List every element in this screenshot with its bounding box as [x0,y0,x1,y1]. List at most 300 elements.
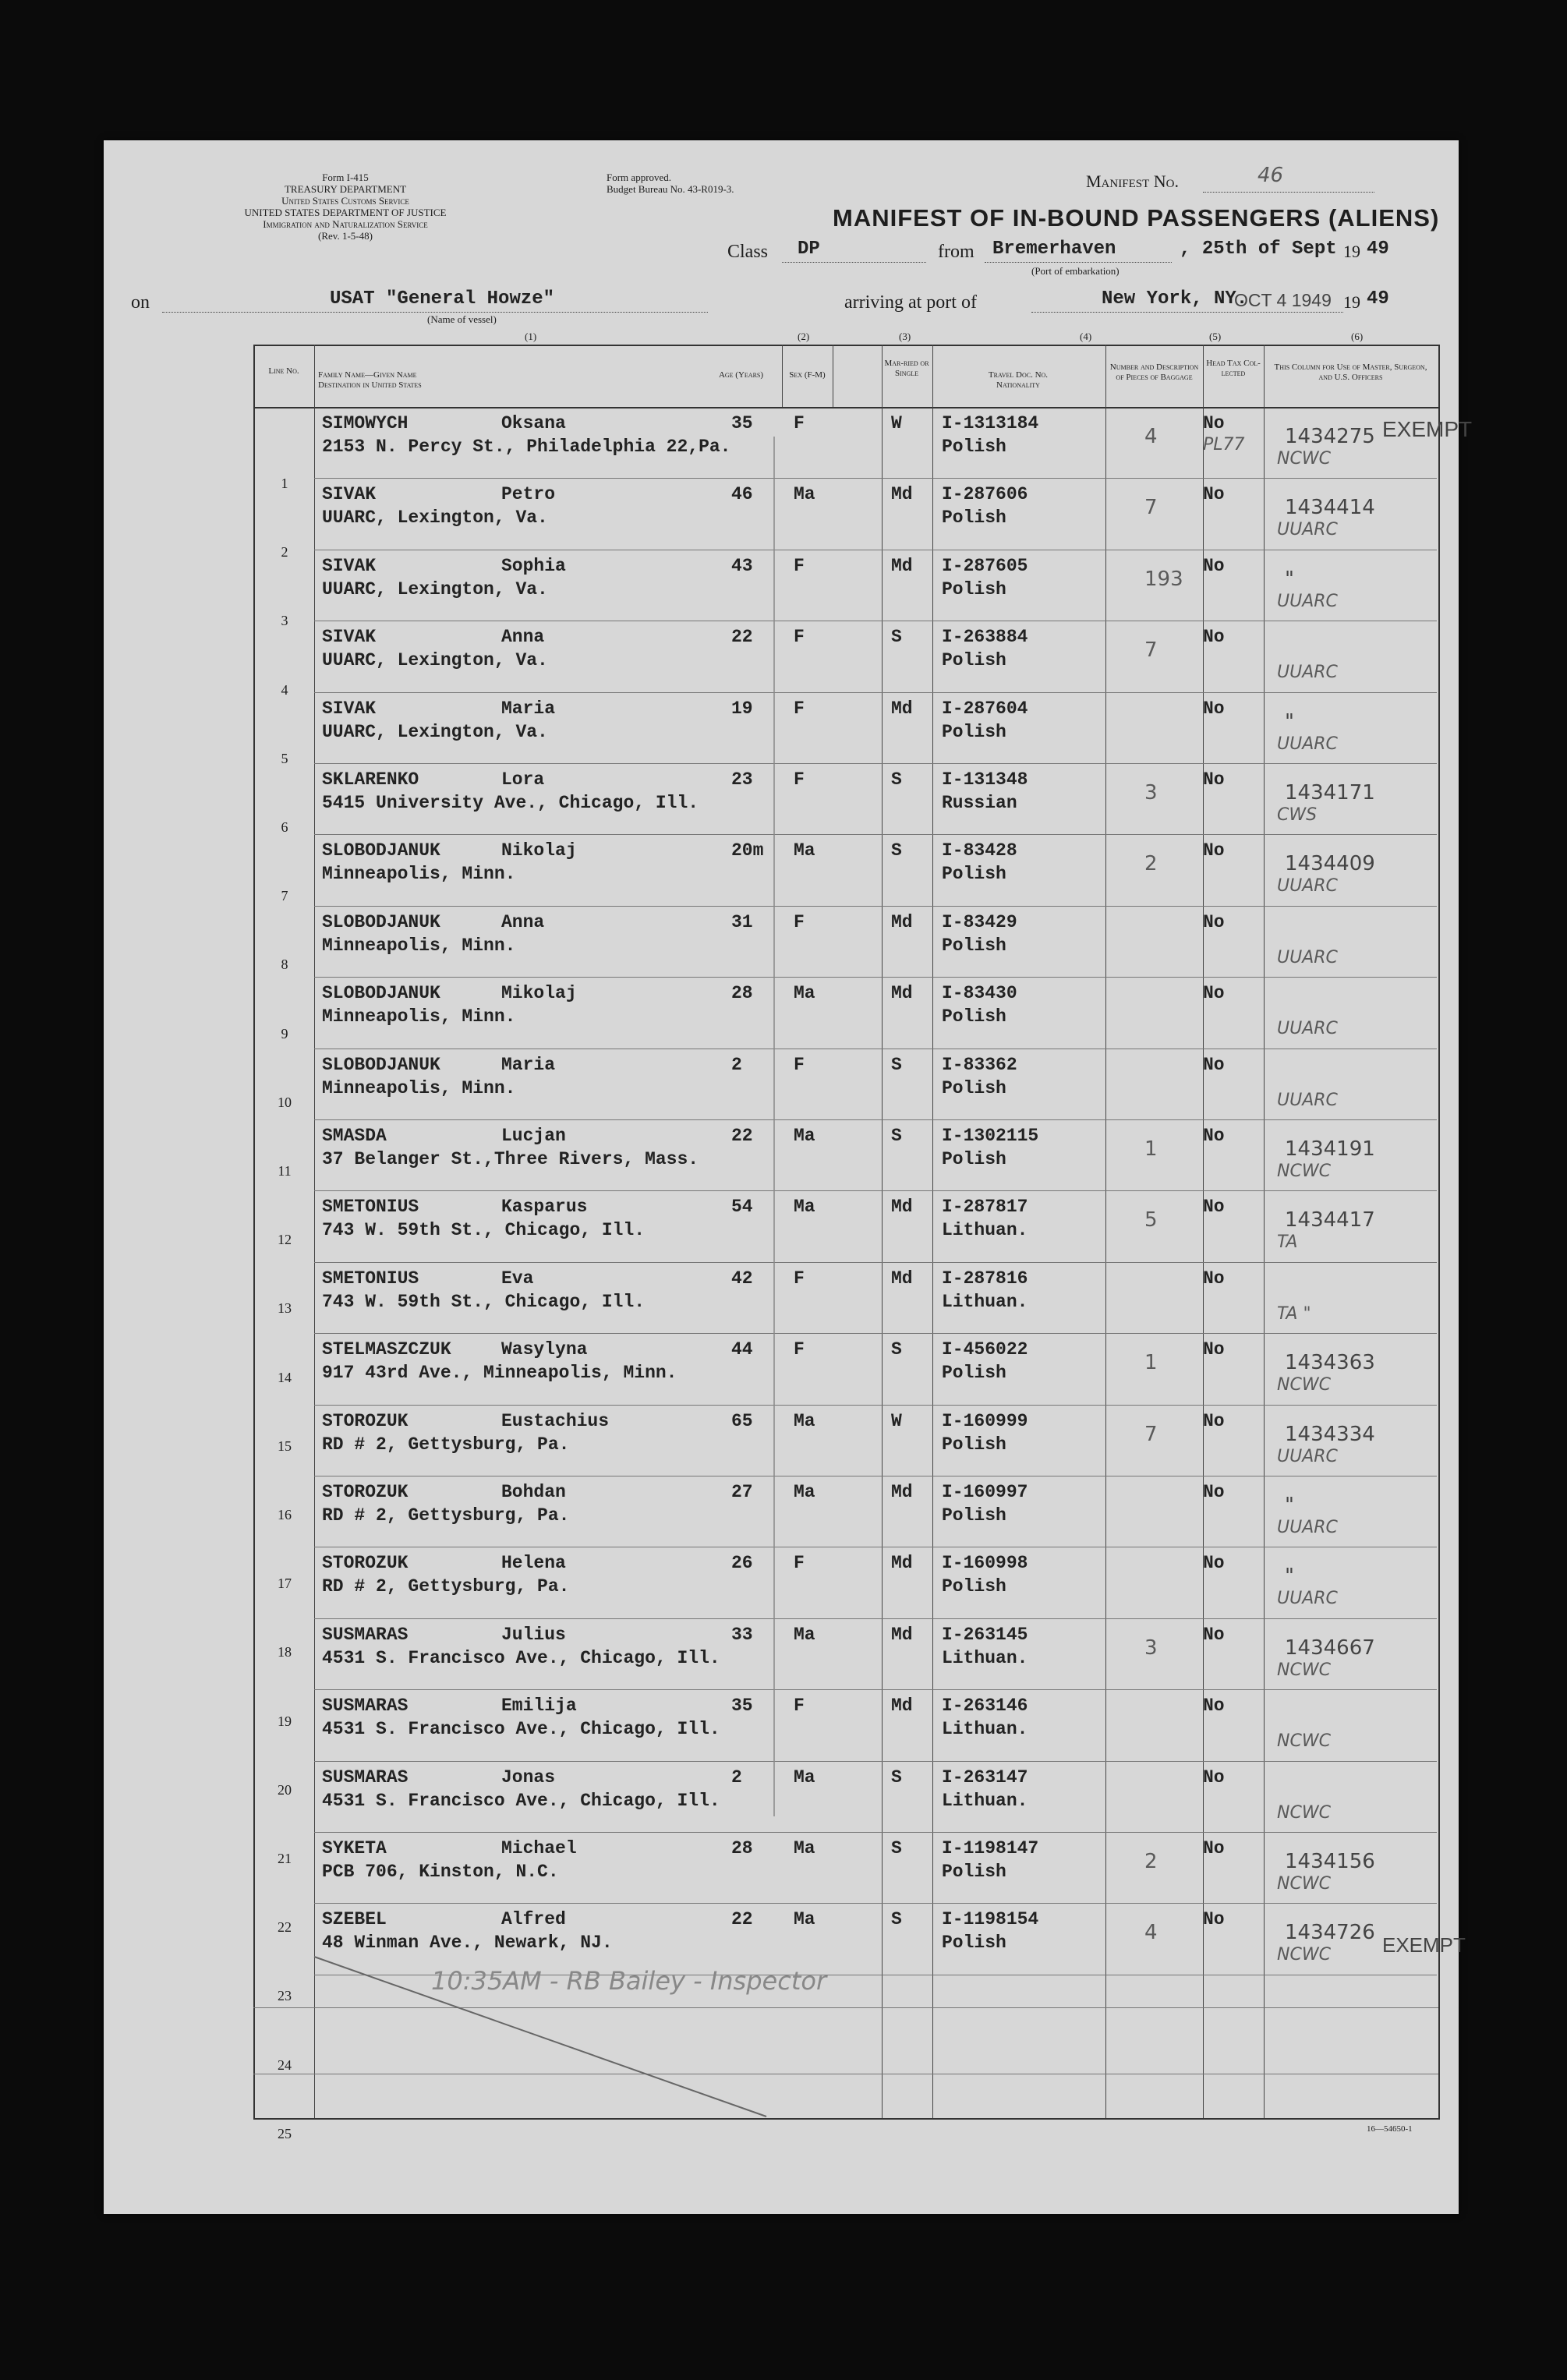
vessel-name: USAT "General Howze" [330,288,555,309]
given-name: Maria [501,698,556,719]
bottom-code: 16—54650-1 [1367,2124,1413,2134]
baggage: 5 [1144,1208,1158,1232]
inspector-note: 10:35AM - RB Bailey - Inspector [431,1966,827,1996]
destination: RD # 2, Gettysburg, Pa. [322,1505,570,1526]
nationality: Lithuan. [942,1291,1028,1312]
travel-doc-no: I-83430 [942,983,1017,1004]
head-tax: No [1203,1838,1225,1858]
marital-status: W [891,413,902,433]
cancel-line [104,140,1459,2214]
destination: 4531 S. Francisco Ave., Chicago, Ill. [322,1719,720,1740]
sex: F [794,555,805,576]
officer-note-2: UUARC [1277,520,1338,540]
colnum-6: (6) [1351,331,1364,342]
marital-status: Md [891,983,913,1004]
exempt-stamp-top: EXEMPT [1382,417,1473,441]
officer-note-2: NCWC [1277,1660,1331,1680]
given-name: Lora [501,769,545,790]
baggage: 2 [1144,852,1158,876]
age: 46 [731,484,753,505]
travel-doc-no: I-287606 [942,484,1028,505]
given-name: Helena [501,1553,566,1574]
given-name: Jonas [501,1766,556,1788]
baggage: 4 [1144,425,1158,448]
nationality: Russian [942,793,1017,813]
officer-number: 1434409 [1285,852,1375,876]
family-name: STOROZUK [322,1410,409,1431]
line-number: 13 [278,1300,292,1317]
officer-note-2: NCWC [1277,1945,1331,1965]
line-number: 7 [281,888,288,904]
destination: 4531 S. Francisco Ave., Chicago, Ill. [322,1647,720,1668]
officer-note-2: CWS [1277,805,1318,825]
form-approved: Form approved. [607,172,672,183]
head-tax: No [1203,1339,1225,1360]
officer-number: 1434171 [1285,781,1375,805]
age: 20m [731,840,764,861]
customs-service: United States Customs Service [281,195,409,207]
family-name: SUSMARAS [322,1624,409,1645]
manifest-sheet [104,140,1473,2214]
age: 31 [731,911,753,932]
nationality: Lithuan. [942,1220,1028,1241]
vessel-caption: (Name of vessel) [427,313,497,325]
travel-doc-no: I-287816 [942,1268,1028,1289]
family-name: SKLARENKO [322,769,419,790]
sex: Ma [794,983,815,1004]
sex: F [794,911,805,932]
col-use: This Column for Use of Master, Surgeon, and U.S. Officers [1274,362,1427,382]
year-value: 49 [1367,239,1389,260]
officer-note-2: UUARC [1277,1518,1338,1537]
baggage: 1 [1144,1351,1158,1375]
head-tax: No [1203,1268,1225,1289]
sex: Ma [794,1197,815,1218]
destination: 4531 S. Francisco Ave., Chicago, Ill. [322,1790,720,1811]
given-name: Mikolaj [501,983,577,1004]
family-name: SIVAK [322,627,377,648]
officer-note-2: UUARC [1277,591,1338,611]
age: 35 [731,413,753,433]
given-name: Eva [501,1268,534,1289]
given-name: Petro [501,484,556,505]
family-name: SMASDA [322,1126,387,1146]
col-name-text: Family Name—Given Name [318,370,417,380]
sex: Ma [794,1482,815,1502]
family-name: SIVAK [322,555,377,576]
line-number: 11 [278,1163,292,1179]
line-number: 14 [278,1369,292,1385]
given-name: Oksana [501,413,566,433]
form-number: Form I-415 [322,172,369,183]
nationality: Polish [942,1576,1006,1597]
given-name: Sophia [501,555,566,576]
age: 28 [731,983,753,1004]
marital-status: S [891,769,902,790]
sex: F [794,413,805,433]
marital-status: Md [891,1624,913,1645]
sex: Ma [794,1909,815,1930]
travel-doc-no: I-83362 [942,1054,1017,1075]
officer-number: 1434363 [1285,1351,1375,1375]
given-name: Lucjan [501,1126,566,1146]
officer-number: " [1285,1494,1294,1517]
nationality: Polish [942,1505,1006,1526]
line-number: 9 [281,1025,288,1041]
head-tax: No [1203,484,1225,505]
head-tax: No [1203,1696,1225,1717]
destination: 917 43rd Ave., Minneapolis, Minn. [322,1363,677,1384]
nationality: Polish [942,1933,1006,1954]
travel-doc-no: I-160997 [942,1482,1028,1502]
nationality: Polish [942,650,1006,671]
sex: Ma [794,1410,815,1431]
head-tax: No [1203,698,1225,719]
col-baggage: Number and Description of Pieces of Baggage [1109,362,1199,382]
col-headtax: Head Tax Col-lected [1206,359,1261,378]
destination: RD # 2, Gettysburg, Pa. [322,1434,570,1455]
baggage: 3 [1144,1636,1158,1660]
given-name: Anna [501,911,545,932]
destination: RD # 2, Gettysburg, Pa. [322,1576,570,1597]
baggage: 4 [1144,1921,1158,1945]
marital-status: S [891,1339,902,1360]
baggage: 3 [1144,781,1158,805]
from-value: Bremerhaven [992,239,1116,260]
officer-note-2: UUARC [1277,947,1338,967]
head-tax: No [1203,1197,1225,1218]
travel-doc-no: I-263884 [942,627,1028,648]
marital-status: Md [891,484,913,505]
travel-doc-no: I-287605 [942,555,1028,576]
travel-doc-no: I-1198154 [942,1909,1039,1930]
arrival-year: 49 [1367,288,1389,309]
sex: F [794,769,805,790]
officer-note-2: TA " [1277,1303,1311,1324]
col-sex: Sex (F-M) [789,370,826,380]
destination: PCB 706, Kinston, N.C. [322,1862,559,1882]
nationality: Polish [942,721,1006,742]
nationality: Polish [942,578,1006,599]
nationality: Polish [942,1006,1006,1027]
head-tax: No [1203,1909,1225,1930]
col-line: Line No. [268,366,299,376]
line-number: 16 [278,1507,292,1522]
line-number: 18 [278,1644,292,1660]
exempt-stamp-bottom: EXEMPT [1382,1933,1466,1957]
line-number: 19 [278,1713,292,1729]
line-number: 22 [278,1919,292,1936]
travel-doc-no: I-287817 [942,1197,1028,1218]
sex: F [794,1339,805,1360]
age: 27 [731,1482,753,1502]
officer-note-2: NCWC [1277,449,1331,469]
line-number: 1 [281,476,288,491]
officer-note-2: UUARC [1277,1019,1338,1039]
age: 54 [731,1197,753,1218]
family-name: SMETONIUS [322,1268,419,1289]
age: 2 [731,1766,742,1788]
travel-doc-no: I-1302115 [942,1126,1039,1146]
given-name: Maria [501,1054,556,1075]
sex: Ma [794,1624,815,1645]
family-name: STELMASZCZUK [322,1339,451,1360]
travel-doc-no: I-263146 [942,1696,1028,1717]
arriving-label: arriving at port of [844,292,977,313]
given-name: Anna [501,627,545,648]
officer-number: 1434667 [1285,1636,1375,1660]
officer-note-2: TA [1277,1232,1298,1253]
baggage: 7 [1144,1422,1158,1446]
marital-status: Md [891,911,913,932]
line-number: 3 [281,613,288,629]
line-number: 25 [278,2125,292,2141]
colnum-3: (3) [899,331,911,342]
head-tax: No [1203,911,1225,932]
head-tax: No [1203,555,1225,576]
nationality: Polish [942,1862,1006,1882]
sex: Ma [794,1766,815,1788]
officer-note-2: UUARC [1277,663,1338,683]
marital-status: Md [891,555,913,576]
destination: Minneapolis, Minn. [322,1077,516,1098]
manifest-no-value: 46 [1257,164,1284,187]
destination: UUARC, Lexington, Va. [322,721,548,742]
officer-number: 1434417 [1285,1208,1375,1232]
head-tax: No [1203,983,1225,1004]
colnum-5: (5) [1209,331,1222,342]
travel-doc-no: I-287604 [942,698,1028,719]
age: 43 [731,555,753,576]
given-name: Emilija [501,1696,577,1717]
family-name: SIVAK [322,484,377,505]
from-label: from [938,242,975,262]
given-name: Wasylyna [501,1339,588,1360]
destination: Minneapolis, Minn. [322,864,516,885]
head-tax: No [1203,1624,1225,1645]
age: 44 [731,1339,753,1360]
col-age: Age (Years) [718,370,764,380]
marital-status: S [891,840,902,861]
family-name: SLOBODJANUK [322,840,440,861]
destination: 743 W. 59th St., Chicago, Ill. [322,1291,646,1312]
sex: Ma [794,484,815,505]
officer-number: 1434414 [1285,496,1375,520]
arrival-port: New York, NY. [1102,288,1248,309]
marital-status: Md [891,698,913,719]
destination: 743 W. 59th St., Chicago, Ill. [322,1220,646,1241]
age: 28 [731,1838,753,1858]
head-tax: No [1203,1126,1225,1146]
age: 35 [731,1696,753,1717]
head-tax: No [1203,1553,1225,1574]
destination: 2153 N. Percy St., Philadelphia 22,Pa. [322,437,731,457]
destination: 48 Winman Ave., Newark, NJ. [322,1933,613,1954]
nationality: Polish [942,507,1006,529]
officer-number: " [1285,709,1294,734]
line-number: 24 [278,2056,292,2073]
destination: UUARC, Lexington, Va. [322,507,548,529]
date-text: 25th of Sept [1201,239,1337,260]
travel-doc-no: I-83428 [942,840,1017,861]
baggage: 7 [1144,496,1158,520]
officer-number: " [1285,567,1294,591]
year-prefix: 19 [1343,242,1360,261]
officer-note-2: NCWC [1277,1874,1331,1894]
marital-status: S [891,1054,902,1075]
destination: Minneapolis, Minn. [322,1006,516,1027]
given-name: Julius [501,1624,566,1645]
given-name: Alfred [501,1909,566,1930]
sex: Ma [794,1126,815,1146]
family-name: SIMOWYCH [322,413,409,433]
head-tax: No [1203,413,1225,433]
marital-status: Md [891,1197,913,1218]
class-value: DP [798,239,820,260]
marital-status: Md [891,1268,913,1289]
nationality: Polish [942,1077,1006,1098]
sex: Ma [794,1838,815,1858]
budget-bureau: Budget Bureau No. 43-R019-3. [607,183,734,195]
family-name: SLOBODJANUK [322,1054,440,1075]
age: 23 [731,769,753,790]
travel-doc-no: I-456022 [942,1339,1028,1360]
travel-doc-no: I-160998 [942,1553,1028,1574]
family-name: SMETONIUS [322,1197,419,1218]
justice-dept: UNITED STATES DEPARTMENT OF JUSTICE [244,207,447,218]
officer-number: 1434156 [1285,1850,1375,1873]
age: 22 [731,1909,753,1930]
treasury-dept: TREASURY DEPARTMENT [284,183,407,195]
sex: F [794,627,805,648]
manifest-title: MANIFEST OF IN-BOUND PASSENGERS (ALIENS) [833,204,1440,232]
age: 26 [731,1553,753,1574]
line-number: 23 [278,1988,292,2004]
line-number: 12 [278,1232,292,1248]
travel-doc-no: I-83429 [942,911,1017,932]
marital-status: S [891,627,902,648]
family-name: SZEBEL [322,1909,387,1930]
class-label: Class [727,242,769,262]
sex: F [794,1268,805,1289]
marital-status: Md [891,1553,913,1574]
marital-status: Md [891,1482,913,1502]
colnum-2: (2) [798,331,810,342]
officer-note-2: UUARC [1277,1589,1338,1609]
family-name: SLOBODJANUK [322,911,440,932]
sex: F [794,698,805,719]
marital-status: W [891,1410,902,1431]
line-number: 17 [278,1575,292,1592]
age: 42 [731,1268,753,1289]
officer-note-1: PL77 [1203,435,1245,454]
destination: 37 Belanger St.,Three Rivers, Mass. [322,1149,699,1169]
travel-doc-no: I-1198147 [942,1838,1039,1858]
officer-note-2: UUARC [1277,1090,1338,1110]
officer-note-2: UUARC [1277,1446,1338,1466]
age: 65 [731,1410,753,1431]
colnum-4: (4) [1080,331,1092,342]
officer-note-2: NCWC [1277,1375,1331,1395]
arrival-year-prefix: 19 [1343,292,1360,312]
port-caption: (Port of embarkation) [1031,265,1120,277]
officer-number: " [1285,1565,1294,1589]
officer-note-2: NCWC [1277,1731,1331,1752]
family-name: SIVAK [322,698,377,719]
line-number: 15 [278,1438,292,1454]
line-number: 21 [278,1851,292,1866]
age: 22 [731,1126,753,1146]
family-name: SLOBODJANUK [322,983,440,1004]
col-doc-text: Travel Doc. No. [988,370,1049,380]
family-name: STOROZUK [322,1553,409,1574]
line-number: 5 [281,750,288,766]
nationality: Polish [942,437,1006,457]
line-number: 20 [278,1781,292,1798]
head-tax: No [1203,1482,1225,1502]
sex: F [794,1054,805,1075]
age: 33 [731,1624,753,1645]
family-name: SUSMARAS [322,1696,409,1717]
marital-status: S [891,1909,902,1930]
destination: 5415 University Ave., Chicago, Ill. [322,793,699,813]
officer-number: 1434275 [1285,425,1375,448]
head-tax: No [1203,1766,1225,1788]
head-tax: No [1203,627,1225,648]
officer-number: 1434334 [1285,1422,1375,1446]
sex: F [794,1553,805,1574]
travel-doc-no: I-263145 [942,1624,1028,1645]
destination: UUARC, Lexington, Va. [322,578,548,599]
travel-doc-no: I-131348 [942,769,1028,790]
travel-doc-no: I-160999 [942,1410,1028,1431]
destination: UUARC, Lexington, Va. [322,650,548,671]
ins-service: Immigration and Naturalization Service [263,218,428,230]
head-tax: No [1203,769,1225,790]
nationality: Lithuan. [942,1719,1028,1740]
officer-number: 1434726 [1285,1921,1375,1945]
colnum-1: (1) [525,331,537,342]
marital-status: S [891,1838,902,1858]
nationality: Polish [942,1363,1006,1384]
line-number: 8 [281,957,288,973]
arrival-date-stamp: OCT 4 1949 [1234,290,1332,310]
nationality: Polish [942,935,1006,956]
nationality: Polish [942,864,1006,885]
officer-number: 1434191 [1285,1137,1375,1161]
line-number: 2 [281,544,288,561]
given-name: Michael [501,1838,577,1858]
marital-status: Md [891,1696,913,1717]
line-number: 10 [278,1094,292,1110]
line-number: 4 [281,681,288,698]
baggage: 7 [1144,638,1158,663]
given-name: Eustachius [501,1410,610,1431]
age: 2 [731,1054,742,1075]
head-tax: No [1203,840,1225,861]
given-name: Nikolaj [501,840,577,861]
family-name: SYKETA [322,1838,387,1858]
manifest-no-label: Manifest No. [1086,172,1179,191]
baggage: 2 [1144,1850,1158,1873]
col-nat-text: Nationality [996,380,1040,390]
given-name: Kasparus [501,1197,588,1218]
marital-status: S [891,1766,902,1788]
sex: F [794,1696,805,1717]
officer-note-2: NCWC [1277,1162,1331,1181]
officer-note-2: UUARC [1277,876,1338,896]
head-tax: No [1203,1410,1225,1431]
